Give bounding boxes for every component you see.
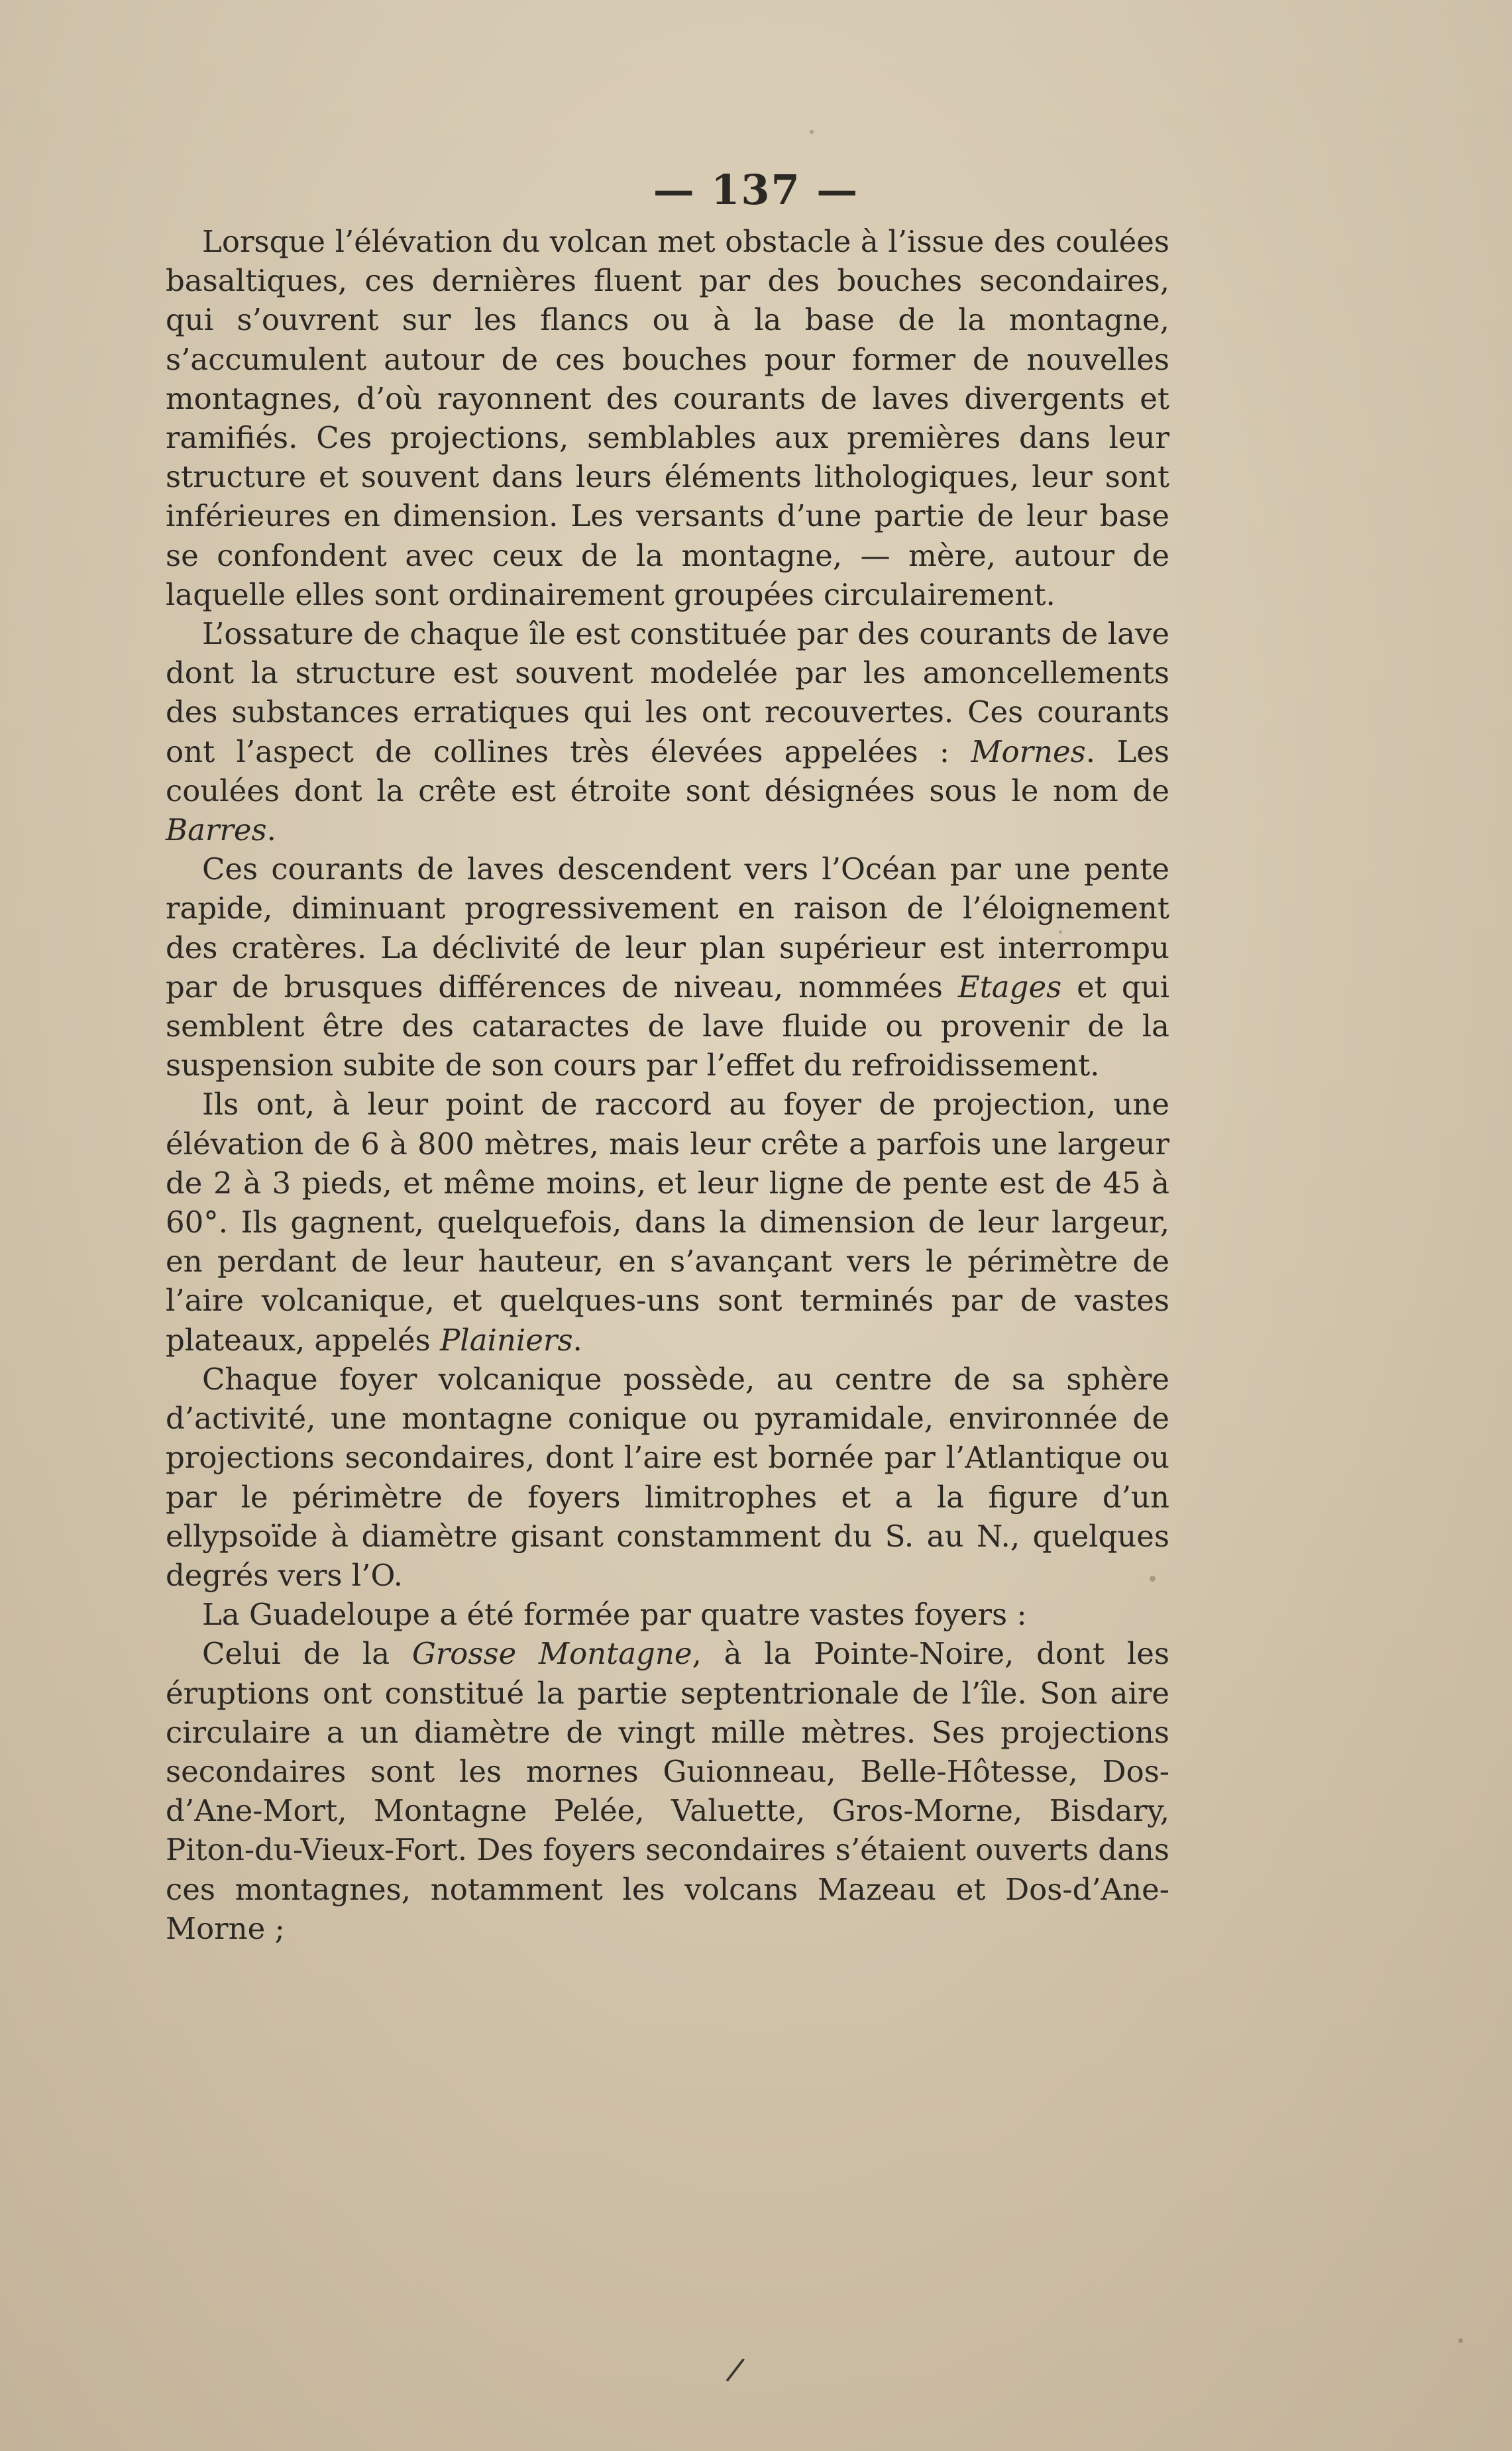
paragraph-6: La Guadeloupe a été formée par quatre vastes foyers : (202, 1597, 1027, 1633)
italic-term: Grosse Montagne (411, 1636, 692, 1672)
italic-term: Plainiers (440, 1322, 573, 1358)
page-number: — 137 — (653, 166, 859, 214)
paragraph-2: L’ossature de chaque île est constituée par des courants de lave dont la structure est souvent modelée par les amoncellements des substances erratiques qui les ont recouvertes. Ces courants ont l’aspect de collines très élevées appelées : Mornes. Les coulées dont la crête est étroite sont désignées sous le nom de Barres. (166, 616, 1169, 848)
paragraph-4: Ils ont, à leur point de raccord au foyer de projection, une élévation de 6 à 800 mètres, mais leur crête a parfois une largeur de 2 à 3 pieds, et même moins, et leur ligne de pente est de 45 à 60°. Ils gagnent, quelquefois, dans la dimension de leur largeur, en perdant de leur hauteur, en s’avançant vers le périmètre de l’aire volcanique, et quelques-uns sont terminés par de vastes plateaux, appelés Plainiers. (166, 1087, 1169, 1358)
paragraph-3: Ces courants de laves descendent vers l’Océan par une pente rapide, diminuant progressivement en raison de l’éloignement des cratères. La déclivité de leur plan supérieur est interrompu par de brusques différences de niveau, nommées Etages et qui semblent être des cataractes de lave fluide ou provenir de la suspension subite de son cours par l’effet du refroidissement. (166, 851, 1170, 1083)
paper-spot (810, 130, 814, 134)
italic-term: Barres (166, 812, 267, 848)
paragraph-5: Chaque foyer volcanique possède, au centre de sa sphère d’activité, une montagne conique ou pyramidale, environnée de projections secondaires, dont l’aire est bornée par l’Atlantique ou par le périmètre de foyers limitrophes et a la figure d’un ellypsoïde à diamètre gisant constamment du S. au N., quelques degrés vers l’O. (166, 1361, 1169, 1593)
italic-term: Etages (957, 969, 1062, 1005)
body-text (166, 222, 1169, 1948)
paragraph-7: Celui de la Grosse Montagne, à la Pointe-Noire, dont les éruptions ont constitué la partie septentrionale de l’île. Son aire circulaire a un diamètre de vingt mille mètres. Ses projections secondaires sont les mornes Guionneau, Belle-Hôtesse, Dos-d’Ane-Mort, Montagne Pelée, Valuette, Gros-Morne, Bisdary, Piton-du-Vieux-Fort. Des foyers secondaires s’étaient ouverts dans ces montagnes, notamment les volcans Mazeau et Dos-d’Ane-Morne ; (166, 1636, 1169, 1946)
paper-spot (1059, 930, 1062, 934)
paragraph-1: Lorsque l’élévation du volcan met obstacle à l’issue des coulées basaltiques, ces dernières fluent par des bouches secondaires, qui s’ouvrent sur les flancs ou à la base de la montagne, s’accumulent autour de ces bouches pour former de nouvelles montagnes, d’où rayonnent des courants de laves divergents et ramifiés. Ces projections, semblables aux premières dans leur structure et souvent dans leurs éléments lithologiques, leur sont inférieures en dimension. Les versants d’une partie de leur base se confondent avec ceux de la montagne, — mère, autour de laquelle elles sont ordinairement groupées circulairement. (166, 224, 1169, 612)
paper-spot (1150, 1576, 1156, 1582)
paper-spot (1458, 2338, 1463, 2343)
stray-pen-mark: / (724, 2350, 747, 2389)
italic-term: Mornes (971, 734, 1086, 769)
